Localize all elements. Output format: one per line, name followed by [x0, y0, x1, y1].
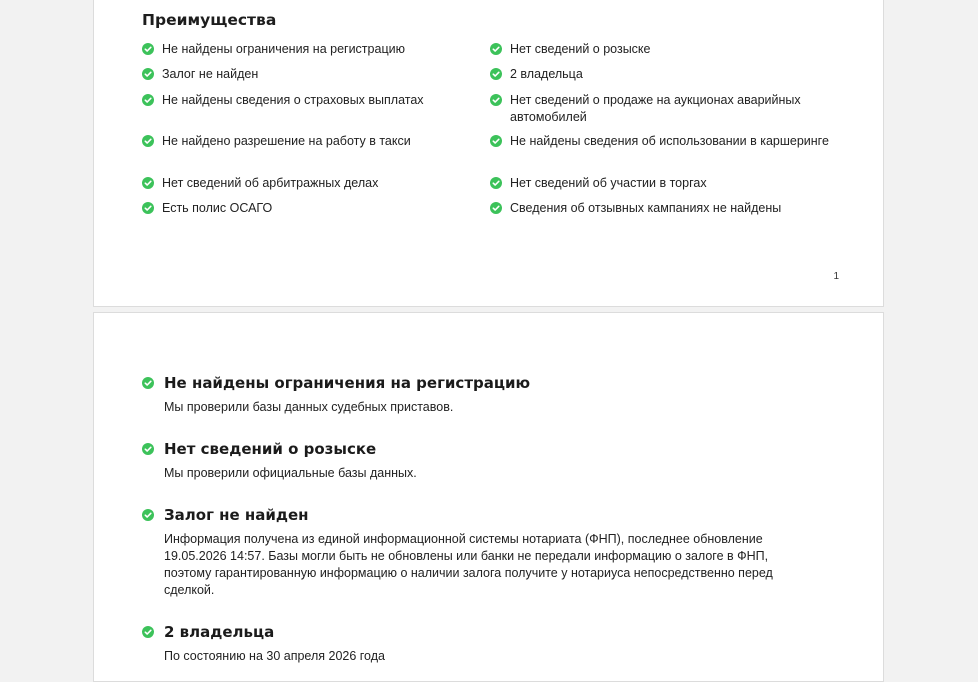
advantage-item — [490, 66, 850, 83]
advantage-label: Не найдены ограничения на регистрацию — [162, 42, 405, 56]
advantage-label: Нет сведений о продаже на аукционах аварийных автомобилей — [510, 93, 801, 124]
section-title-text: 2 владельца — [164, 623, 275, 641]
advantage-label: Нет сведений об участии в торгах — [510, 176, 707, 190]
advantage-label: Не найдено разрешение на работу в такси — [162, 134, 411, 148]
advantages-title: Преимущества — [142, 11, 277, 29]
advantage-item — [142, 133, 502, 150]
advantage-item — [490, 92, 850, 126]
check-circle-icon — [142, 443, 154, 455]
check-circle-icon — [490, 202, 502, 214]
section-title — [142, 505, 792, 525]
report-page-1 — [93, 0, 884, 307]
section-title-text: Залог не найден — [164, 506, 309, 524]
section-title-text: Не найдены ограничения на регистрацию — [164, 374, 531, 392]
advantage-item — [490, 41, 850, 58]
check-circle-icon — [142, 202, 154, 214]
advantage-label: Не найдены сведения об использовании в каршеринге — [510, 134, 829, 148]
advantage-label: Есть полис ОСАГО — [162, 201, 273, 215]
advantage-item — [142, 175, 502, 192]
check-circle-icon — [490, 135, 502, 147]
advantage-item — [142, 92, 502, 109]
section-description: Мы проверили базы данных судебных приставов. — [164, 400, 454, 414]
check-circle-icon — [490, 177, 502, 189]
section-description: Информация получена из единой информационной системы нотариата (ФНП), последнее обновление 19.05.2026 14:57. Базы могли быть не обновлены или банки не передали информацию о залоге в ФНП, поэтому гарантированную информацию о наличии залога получите у нотариуса непосредственно перед сделкой. — [164, 532, 773, 597]
check-circle-icon — [142, 177, 154, 189]
check-circle-icon — [142, 43, 154, 55]
advantage-label: Сведения об отзывных кампаниях не найдены — [510, 201, 782, 215]
section-title — [142, 622, 822, 642]
advantage-item — [142, 66, 502, 83]
advantage-item — [490, 133, 850, 150]
section-title-text: Нет сведений о розыске — [164, 440, 377, 458]
check-circle-icon — [490, 43, 502, 55]
check-circle-icon — [142, 68, 154, 80]
check-circle-icon — [142, 377, 154, 389]
advantage-label: Залог не найден — [162, 67, 259, 81]
section-description: По состоянию на 30 апреля 2026 года — [164, 649, 385, 663]
advantage-item — [490, 200, 850, 217]
report-page-2 — [93, 312, 884, 682]
advantage-label: Не найдены сведения о страховых выплатах — [162, 93, 424, 107]
check-circle-icon — [142, 509, 154, 521]
advantage-item — [490, 175, 850, 192]
check-circle-icon — [490, 94, 502, 106]
advantage-label: 2 владельца — [510, 67, 583, 81]
report-section — [142, 622, 822, 665]
advantage-item — [142, 41, 502, 58]
section-description: Мы проверили официальные базы данных. — [164, 466, 417, 480]
advantage-item — [142, 200, 502, 217]
check-circle-icon — [142, 94, 154, 106]
advantage-label: Нет сведений о розыске — [510, 42, 651, 56]
section-title — [142, 439, 822, 459]
report-section — [142, 505, 792, 599]
check-circle-icon — [142, 135, 154, 147]
section-title — [142, 373, 822, 393]
check-circle-icon — [490, 68, 502, 80]
report-section — [142, 373, 822, 416]
advantage-label: Нет сведений об арбитражных делах — [162, 176, 379, 190]
report-section — [142, 439, 822, 482]
page-number: 1 — [833, 271, 839, 282]
check-circle-icon — [142, 626, 154, 638]
